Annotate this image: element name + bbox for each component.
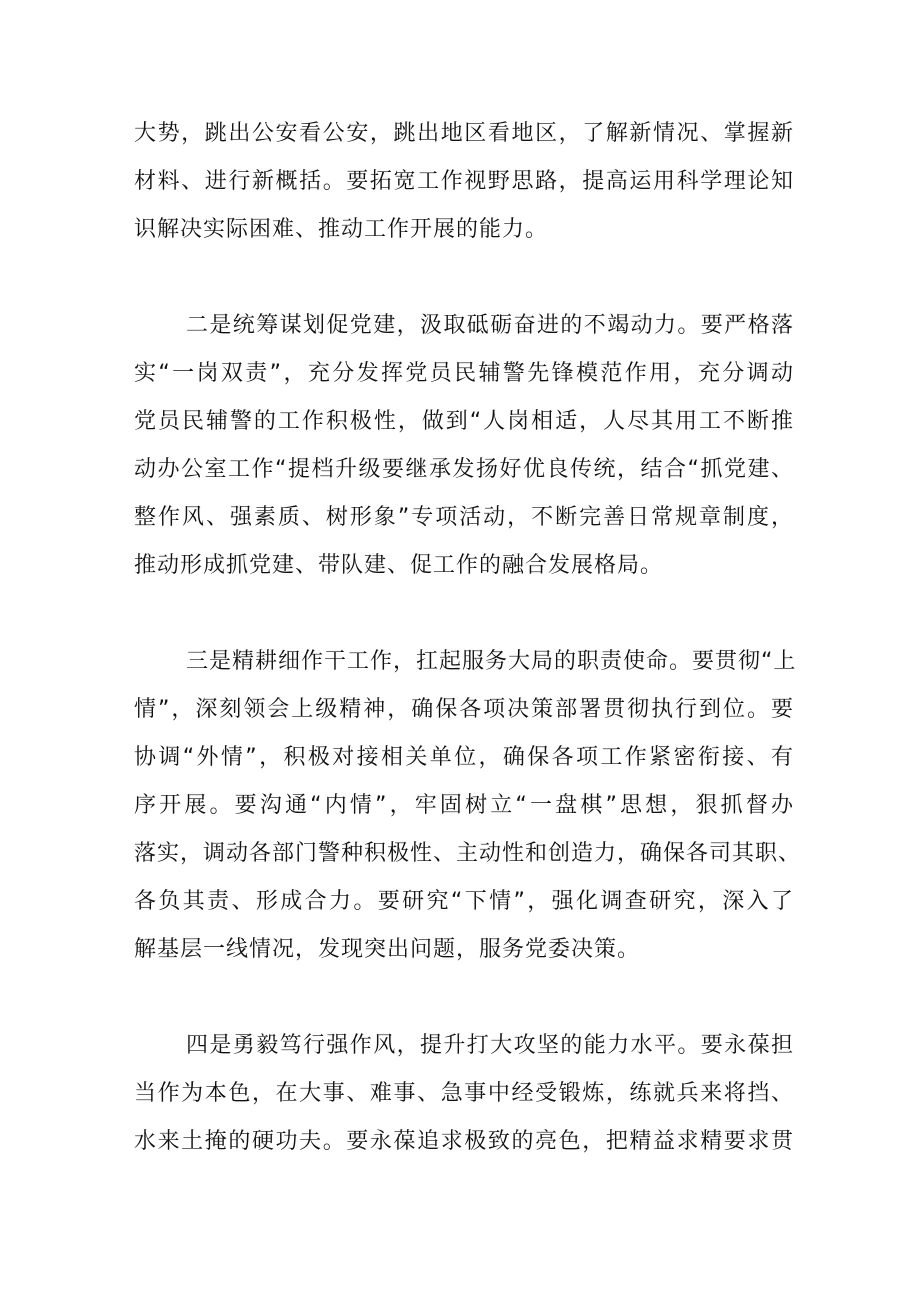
paragraph-line: 推动形成抓党建、带队建、促工作的融合发展格局。 xyxy=(134,553,664,578)
paragraph-line: 当作为本色，在大事、难事、急事中经受锻炼，练就兵来将挡、 xyxy=(134,1081,794,1106)
paragraph-4 xyxy=(134,1022,794,1166)
paragraph-1 xyxy=(134,110,794,254)
paragraph-line: 情”，深刻领会上级精神，确保各项决策部署贯彻执行到位。要 xyxy=(134,697,794,722)
paragraph-line: 党员民辅警的工作积极性，做到“人岗相适，人尽其用工不断推 xyxy=(134,409,794,434)
paragraph-line: 水来土掩的硬功夫。要永葆追求极致的亮色，把精益求精要求贯 xyxy=(134,1129,794,1154)
paragraph-line: 识解决实际困难、推动工作开展的能力。 xyxy=(134,217,549,242)
paragraph-line: 四是勇毅笃行强作风，提升打大攻坚的能力水平。要永葆担 xyxy=(186,1033,794,1058)
paragraph-line: 材料、进行新概括。要拓宽工作视野思路，提高运用科学理论知 xyxy=(134,169,794,194)
paragraph-line: 大势，跳出公安看公安，跳出地区看地区，了解新情况、掌握新 xyxy=(134,121,794,146)
paragraph-line: 三是精耕细作干工作，扛起服务大局的职责使命。要贯彻“上 xyxy=(186,649,797,674)
paragraph-line: 各负其责、形成合力。要研究“下情”，强化调查研究，深入了 xyxy=(134,889,795,914)
paragraph-2 xyxy=(134,302,794,590)
paragraph-line: 动办公室工作“提档升级要继承发扬好优良传统，结合“抓党建、 xyxy=(134,457,794,482)
paragraph-line: 实“一岗双责”，充分发挥党员民辅警先锋模范作用，充分调动 xyxy=(134,361,795,386)
paragraph-line: 二是统筹谋划促党建，汲取砥砺奋进的不竭动力。要严格落 xyxy=(186,313,794,338)
paragraph-line: 整作风、强素质、树形象”专项活动，不断完善日常规章制度， xyxy=(134,505,794,530)
paragraph-3 xyxy=(134,638,802,974)
paragraph-line: 协调“外情”，积极对接相关单位，确保各项工作紧密衔接、有 xyxy=(134,745,794,770)
paragraph-line: 序开展。要沟通“内情”，牢固树立“一盘棋”思想，狠抓督办 xyxy=(134,793,794,818)
paragraph-line: 解基层一线情况，发现突出问题，服务党委决策。 xyxy=(134,937,641,962)
paragraph-line: 落实，调动各部门警种积极性、主动性和创造力，确保各司其职、 xyxy=(134,841,802,866)
